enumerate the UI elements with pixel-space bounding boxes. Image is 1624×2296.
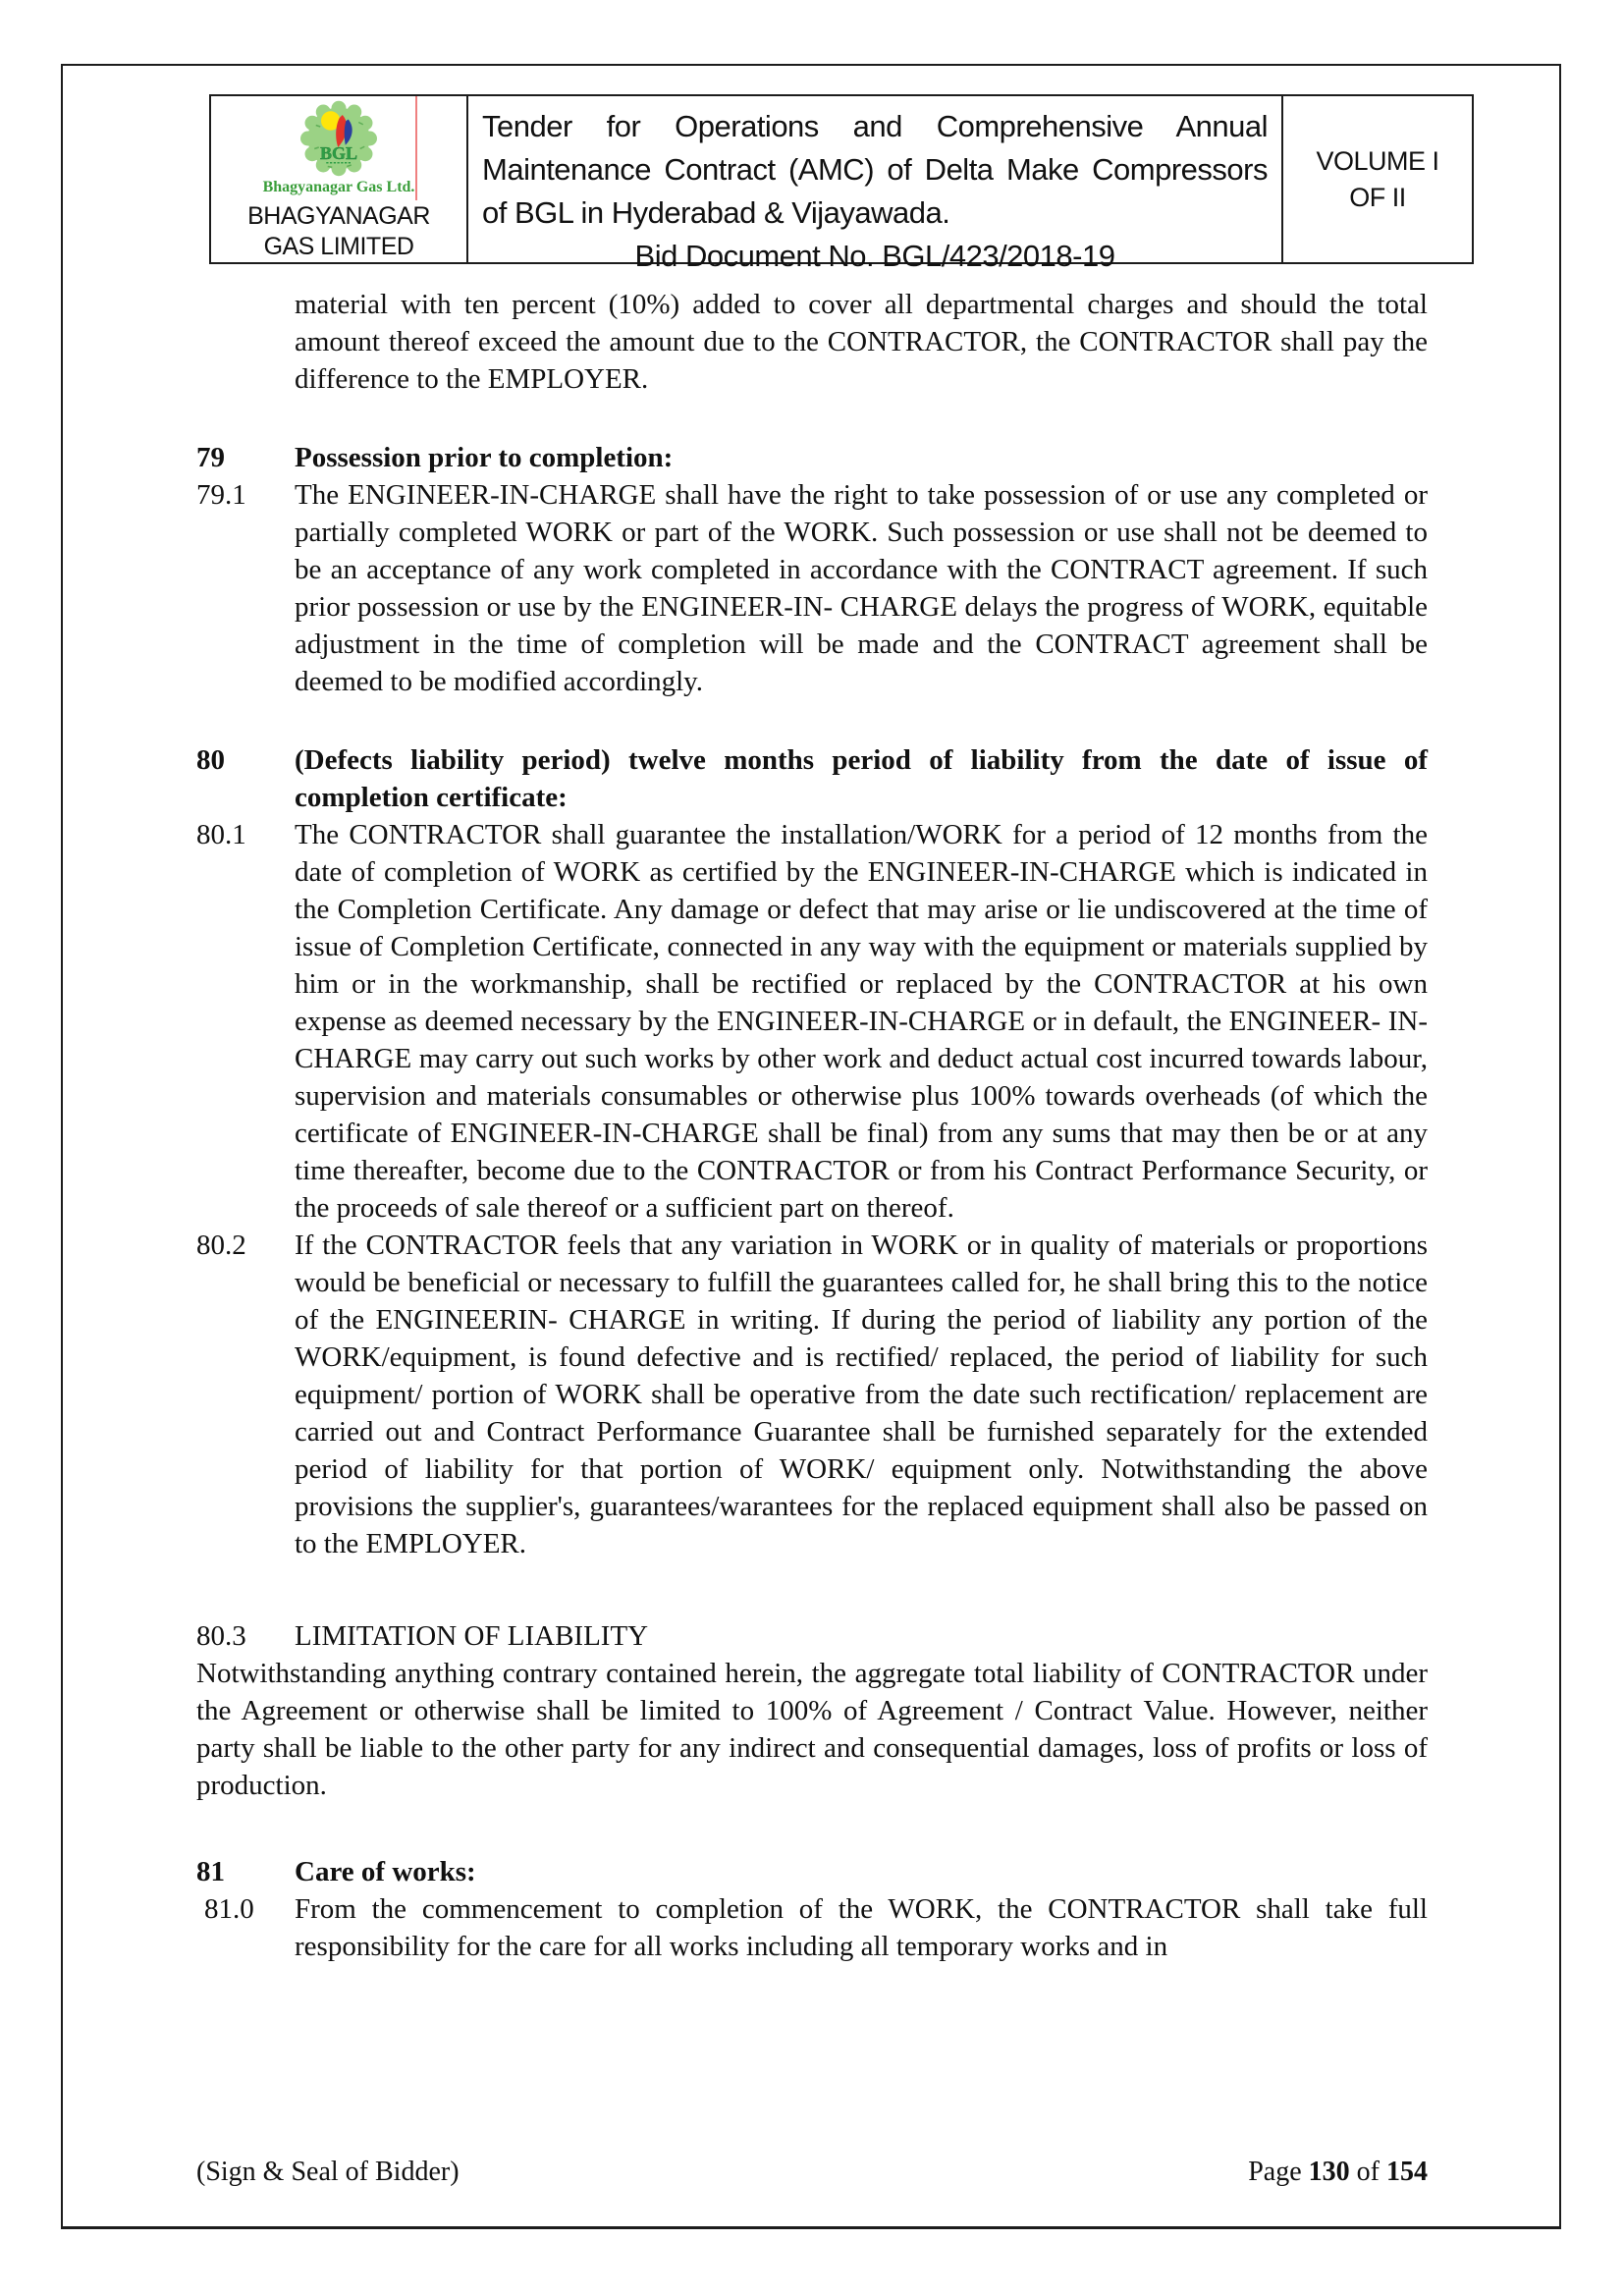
logo-caption: Bhagyanagar Gas Ltd. bbox=[262, 179, 415, 195]
header-table bbox=[209, 94, 1474, 273]
page-number bbox=[1248, 2157, 1428, 2188]
section-number: 81.0 bbox=[204, 1893, 254, 1925]
section-number: 80.3 bbox=[196, 1620, 246, 1652]
section-81-heading-row bbox=[196, 1853, 1428, 1890]
section-heading: Care of works: bbox=[295, 1856, 476, 1887]
section-paragraph: If the CONTRACTOR feels that any variation in WORK or in quality of materials or proportions would be beneficial or necessary to fulfill the guarantees called for, he shall bring this to the notice of the ENGINEERIN- CHARGE in writing. If during the period of liability any portion of the WORK/equipment, is found defective and is rectified/ replaced, the period of liability for such equipment/ portion of WORK shall be operative from the date such rectification/ replacement are carried out and Contract Performance Guarantee shall be furnished separately for the extended period of liability for that portion of WORK/ equipment only. Notwithstanding the above provisions the supplier's, guarantees/warantees for the replaced equipment shall also be passed on to the EMPLOYER. bbox=[295, 1230, 1428, 1559]
section-number: 80.2 bbox=[196, 1230, 246, 1261]
section-number: 81 bbox=[196, 1856, 225, 1887]
bgl-logo bbox=[279, 100, 399, 183]
page-label: Page bbox=[1248, 2157, 1302, 2187]
section-79-heading-row bbox=[196, 439, 1428, 476]
section-number: 80.1 bbox=[196, 819, 246, 850]
section-81-0-row bbox=[196, 1890, 1428, 1965]
bid-document-number: Bid Document No. BGL/423/2018-19 bbox=[634, 239, 1115, 273]
header-title-cell bbox=[468, 96, 1281, 273]
section-number: 80 bbox=[196, 744, 225, 776]
header-logo-cell bbox=[211, 96, 468, 262]
page-current: 130 bbox=[1308, 2157, 1350, 2187]
section-79-1-row bbox=[196, 476, 1428, 700]
volume-line2: OF II bbox=[1349, 182, 1406, 212]
section-heading: (Defects liability period) twelve months period of liability from the date of issue of completion certificate: bbox=[295, 744, 1428, 813]
page-footer bbox=[196, 2157, 1428, 2188]
section-80-2-row bbox=[196, 1227, 1428, 1562]
intro-paragraph: material with ten percent (10%) added to cover all departmental charges and should the total amount thereof exceed the amount due to the CONTRACTOR, the CONTRACTOR shall pay the difference to the EMPLOYER. bbox=[295, 289, 1428, 395]
section-paragraph: The ENGINEER-IN-CHARGE shall have the right to take possession of or use any completed or partially completed WORK or part of the WORK. Such possession or use shall not be deemed to be an acceptance of any work completed in accordance with the CONTRACT agreement. If such prior possession or use by the ENGINEER-IN- CHARGE delays the progress of WORK, equitable adjustment in the time of completion will be made and the CONTRACT agreement shall be deemed to be modified accordingly. bbox=[295, 479, 1428, 697]
section-heading-plain: LIMITATION OF LIABILITY bbox=[295, 1620, 649, 1652]
section-80-1-row bbox=[196, 816, 1428, 1227]
logo-acronym: BGL bbox=[319, 143, 358, 163]
section-heading: Possession prior to completion: bbox=[295, 442, 674, 473]
section-number: 79 bbox=[196, 442, 225, 473]
section-80-3-heading-row bbox=[196, 1617, 1428, 1655]
of-label: of bbox=[1356, 2157, 1380, 2187]
red-scan-line bbox=[415, 96, 417, 200]
limitation-of-liability-paragraph: Notwithstanding anything contrary contained herein, the aggregate total liability of CONTRACTOR under the Agreement or otherwise shall be limited to 100% of Agreement / Contract Value. However, neither party shall be liable to the other party for any indirect and consequential damages, loss of profits or loss of production. bbox=[196, 1658, 1428, 1801]
company-name: BHAGYANAGAR GAS LIMITED bbox=[247, 202, 430, 260]
section-number: 79.1 bbox=[196, 479, 246, 511]
section-80-heading-row bbox=[196, 741, 1428, 816]
header-volume-cell bbox=[1281, 96, 1472, 262]
document-body bbox=[196, 286, 1428, 1965]
section-paragraph: The CONTRACTOR shall guarantee the installation/WORK for a period of 12 months from the date of completion of WORK as certified by the ENGINEER-IN-CHARGE which is indicated in the Completion Certificate. Any damage or defect that may arise or lie undiscovered at the time of issue of Completion Certificate, connected in any way with the equipment or materials supplied by him or in the workmanship, shall be rectified or replaced by the CONTRACTOR at his own expense as deemed necessary by the ENGINEER-IN-CHARGE or in default, the ENGINEER- IN-CHARGE may carry out such works by other work and deduct actual cost incurred towards labour, supervision and materials consumables or otherwise plus 100% towards overheads (of which the certificate of ENGINEER-IN-CHARGE shall be final) from any sums that may then be or at any time thereafter, become due to the CONTRACTOR or from his Contract Performance Security, or the proceeds of sale thereof or a sufficient part on thereof. bbox=[295, 819, 1428, 1224]
page-total: 154 bbox=[1386, 2157, 1428, 2187]
section-paragraph: From the commencement to completion of the WORK, the CONTRACTOR shall take full responsibility for the care for all works including all temporary works and in bbox=[295, 1893, 1428, 1962]
tender-title: Tender for Operations and Comprehensive Annual Maintenance Contract (AMC) of Delta Make Compressors of BGL in Hyderabad & Vijayawada. bbox=[482, 109, 1268, 230]
sign-seal-label: (Sign & Seal of Bidder) bbox=[196, 2157, 460, 2187]
volume-line1: VOLUME I bbox=[1316, 145, 1439, 176]
